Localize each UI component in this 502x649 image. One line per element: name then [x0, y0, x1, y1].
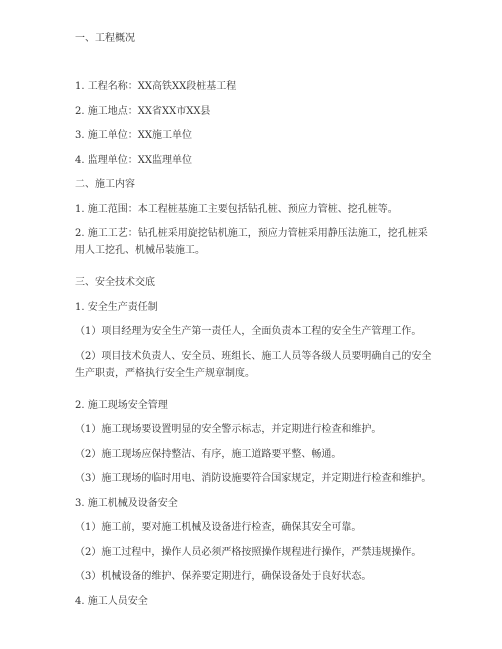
overview-project-name: 1. 工程名称：XX高铁XX段桩基工程 [75, 81, 237, 92]
machinery-item: （3）机械设备的维护、保养要定期进行，确保设备处于良好状态。 [75, 571, 372, 582]
section-responsibility-title: 1. 安全生产责任制 [75, 302, 158, 313]
section-site-title: 2. 施工现场安全管理 [75, 400, 168, 411]
responsibility-item: （2）项目技术负责人、安全员、班组长、施工人员等各级人员要明确自己的安全生产职责，严格执行安全生产规章制度。 [75, 351, 432, 379]
heading-safety: 三、安全技术交底 [75, 277, 155, 288]
site-item: （1）施工现场要设置明显的安全警示标志，并定期进行检查和维护。 [75, 424, 382, 435]
content-process: 2. 施工工艺：钻孔桩采用旋挖钻机施工，预应力管桩采用静压法施工，挖孔桩采用人工挖孔、机械吊装施工。 [75, 228, 428, 256]
responsibility-item: （1）项目经理为安全生产第一责任人，全面负责本工程的安全生产管理工作。 [75, 326, 422, 337]
site-item: （3）施工现场的临时用电、消防设施要符合国家规定，并定期进行检查和维护。 [75, 473, 432, 484]
section-personnel-title: 4. 施工人员安全 [75, 596, 148, 607]
overview-construction-unit: 3. 施工单位：XX施工单位 [75, 130, 192, 141]
heading-content: 二、施工内容 [75, 179, 135, 190]
content-scope: 1. 施工范围：本工程桩基施工主要包括钻孔桩、预应力管桩、挖孔桩等。 [75, 204, 398, 215]
overview-supervision-unit: 4. 监理单位：XX监理单位 [75, 155, 192, 166]
site-item: （2）施工现场应保持整洁、有序，施工道路要平整、畅通。 [75, 449, 342, 460]
heading-overview: 一、工程概况 [75, 33, 135, 44]
section-machinery-title: 3. 施工机械及设备安全 [75, 498, 178, 509]
overview-location: 2. 施工地点：XX省XX市XX县 [75, 106, 211, 117]
machinery-item: （1）施工前，要对施工机械及设备进行检查，确保其安全可靠。 [75, 522, 362, 533]
machinery-item: （2）施工过程中，操作人员必须严格按照操作规程进行操作，严禁违规操作。 [75, 547, 422, 558]
